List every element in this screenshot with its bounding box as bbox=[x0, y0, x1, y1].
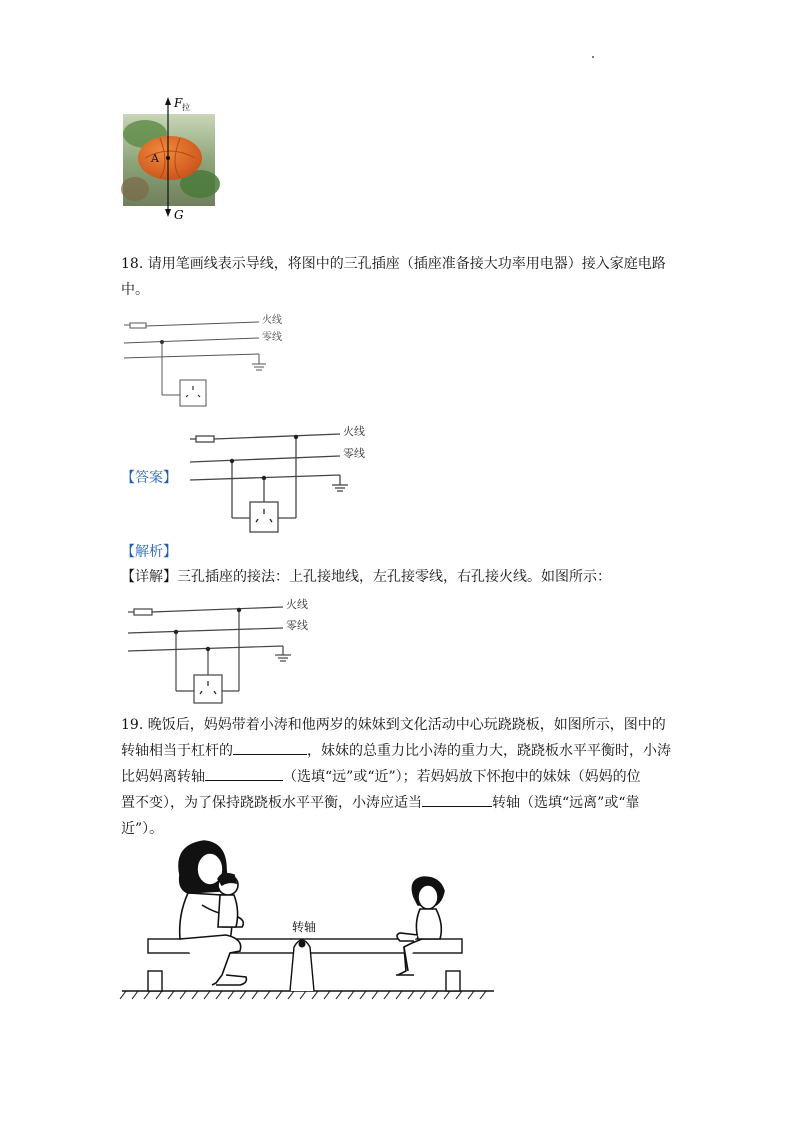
detail-label: 【详解】 bbox=[121, 569, 177, 585]
q19-line3-part1: 比妈妈离转轴 bbox=[121, 769, 205, 785]
force-down-label: G bbox=[174, 208, 184, 222]
detail-text: 三孔插座的接法：上孔接地线，左孔接零线，右孔接火线。如图所示： bbox=[177, 569, 611, 585]
detail-circuit-diagram bbox=[128, 595, 328, 705]
seesaw-figure bbox=[118, 835, 498, 1005]
point-label: A bbox=[151, 152, 159, 165]
q18-line1: 18. 请用笔画线表示导线，将图中的三孔插座（插座准备接大功率用电器）接入家庭电路 bbox=[121, 256, 666, 272]
q18-circuit-diagram bbox=[124, 310, 294, 410]
force-up-sub: 拉 bbox=[182, 103, 190, 112]
q19-line2 bbox=[121, 738, 671, 764]
q19-blank-3[interactable] bbox=[422, 790, 492, 807]
q19-line4-part2: 转轴（选填“远离”或“靠 bbox=[492, 795, 640, 811]
page-mark bbox=[592, 56, 594, 58]
q19-line2-part2: ，妹妹的总重力比小涛的重力大，跷跷板水平平衡时，小涛 bbox=[307, 743, 671, 759]
pivot-point bbox=[299, 941, 306, 948]
analysis-label: 【解析】 bbox=[121, 544, 177, 560]
q19-line4 bbox=[121, 790, 639, 816]
q19-blank-1[interactable] bbox=[233, 738, 307, 755]
answer-circuit-diagram bbox=[190, 420, 380, 535]
pumpkin-force-figure bbox=[115, 94, 225, 224]
detail-neutral-label: 零线 bbox=[286, 619, 308, 632]
answer-neutral-label: 零线 bbox=[343, 447, 365, 460]
mother-with-child bbox=[179, 841, 246, 985]
q19-line5: 近”）。 bbox=[121, 821, 164, 837]
detail-live-label: 火线 bbox=[286, 598, 308, 611]
q19-line3 bbox=[121, 764, 641, 790]
q18-neutral-label: 零线 bbox=[262, 332, 282, 343]
boy-xiaotao bbox=[396, 877, 444, 975]
answer-live-label: 火线 bbox=[343, 425, 365, 438]
q18-line2: 中。 bbox=[121, 282, 149, 298]
pivot-label: 转轴 bbox=[292, 920, 317, 934]
q19-line3-part2: （选填“远”或“近”）；若妈妈放下怀抱中的妹妹（妈妈的位 bbox=[283, 769, 641, 785]
q19-line1: 19. 晚饭后，妈妈带着小涛和他两岁的妹妹到文化活动中心玩跷跷板，如图所示，图中的 bbox=[121, 717, 666, 733]
q19-blank-2[interactable] bbox=[205, 764, 283, 781]
detail-line bbox=[121, 564, 611, 590]
answer-label: 【答案】 bbox=[121, 470, 177, 486]
q19-line4-part1: 置不变），为了保持跷跷板水平平衡，小涛应适当 bbox=[121, 795, 422, 811]
q18-live-label: 火线 bbox=[262, 315, 282, 326]
force-up-label: F bbox=[174, 96, 183, 110]
pivot-support bbox=[290, 940, 314, 991]
q19-line2-part1: 转轴相当于杠杆的 bbox=[121, 743, 233, 759]
